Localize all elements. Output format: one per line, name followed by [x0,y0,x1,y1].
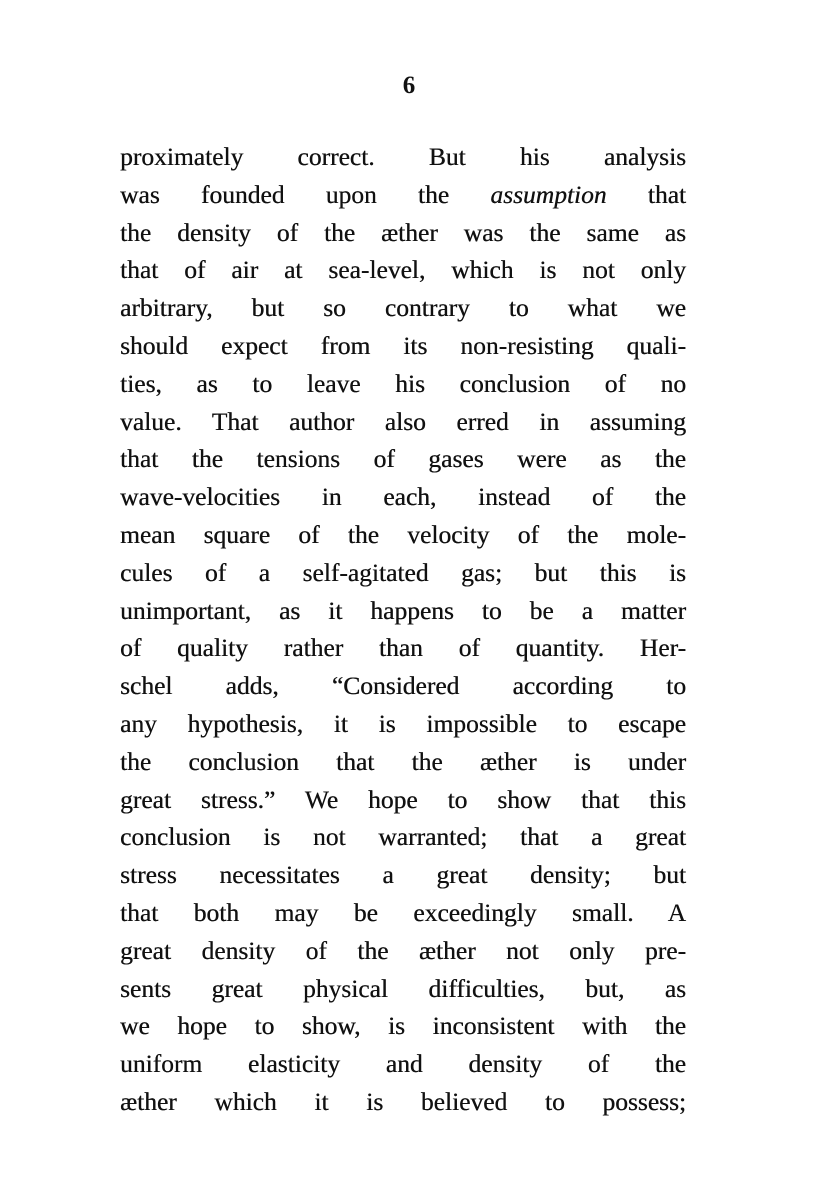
text-line: the conclusion that the æther is under [120,746,686,776]
text-line: that the tensions of gases were as the [120,444,686,474]
emphasized-word: assumption [490,179,607,209]
text-line: any hypothesis, it is impossible to escape [120,708,686,738]
text-line: that of air at sea-level, which is not only [120,255,686,285]
text-line: cules of a self-agitated gas; but this is [120,557,686,587]
text-line: should expect from its non-resisting quali- [120,330,686,360]
text-line: wave-velocities in each, instead of the [120,482,686,512]
text-segment: that [606,179,686,209]
text-line: great density of the æther not only pre- [120,935,686,965]
text-line: ties, as to leave his conclusion of no [120,368,686,398]
body-paragraph [120,138,686,1121]
text-line: of quality rather than of quantity. Her- [120,633,686,663]
text-line: proximately correct. But his analysis [120,142,686,171]
text-segment: was founded upon the [120,179,491,209]
text-line: great stress.” We hope to show that this [120,784,686,814]
text-line: unimportant, as it happens to be a matter [120,595,686,625]
text-line: that both may be exceedingly small. A [120,897,686,927]
page-number: 6 [402,72,416,99]
text-line: conclusion is not warranted; that a great [120,822,686,852]
text-line: stress necessitates a great density; but [120,860,686,890]
text-line: æther which it is believed to possess; [120,1086,686,1116]
text-line: we hope to show, is inconsistent with the [120,1011,686,1041]
text-line: sents great physical difficulties, but, as [120,973,686,1003]
text-line: schel adds, “Considered according to [120,671,686,701]
text-line [120,176,686,214]
text-line: arbitrary, but so contrary to what we [120,293,686,323]
text-line: the density of the æther was the same as [120,217,686,247]
text-line: value. That author also erred in assuming [120,406,686,436]
text-line: mean square of the velocity of the mole- [120,519,686,549]
text-line: uniform elasticity and density of the [120,1049,686,1079]
